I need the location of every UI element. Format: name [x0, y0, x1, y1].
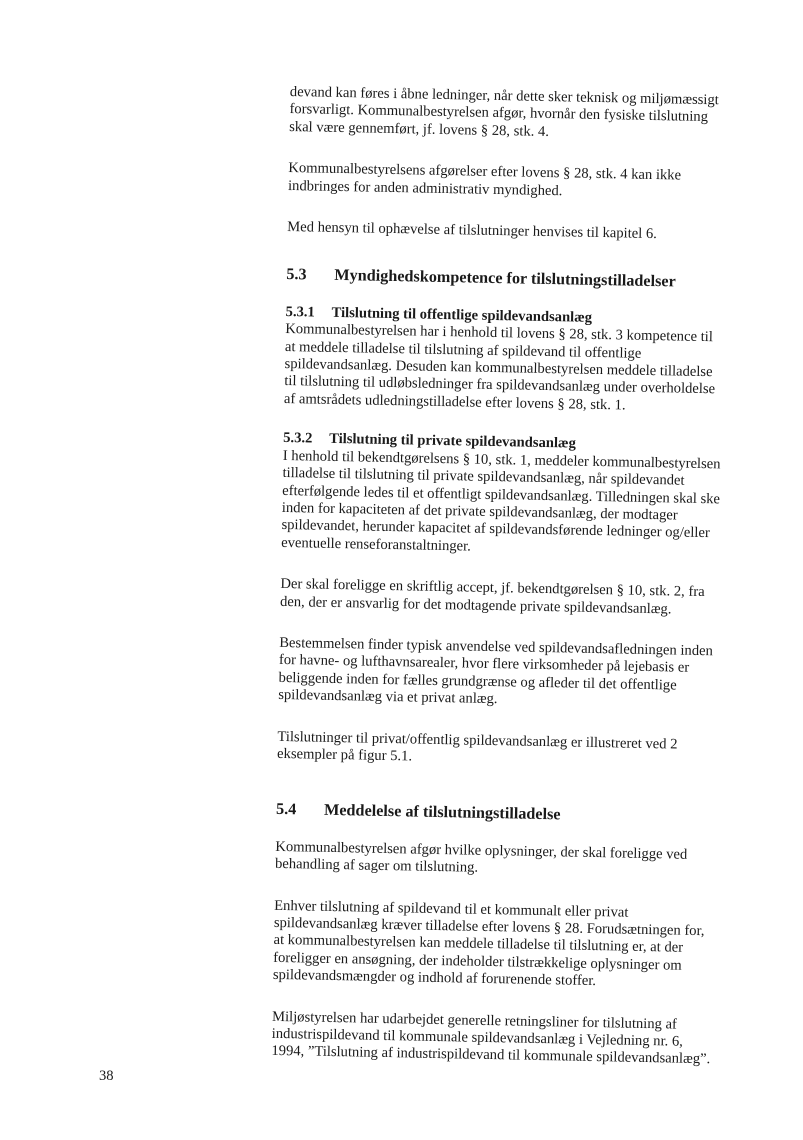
subsection-5-3-2	[277, 430, 723, 771]
subsection-text: Kommunalbestyrelsen har i henhold til lovens § 28, stk. 3 kompetence til at meddele tilladelse til tilslutning af spildevand til offentlige spildevandsanlæg. Desuden kan kommunalbestyrelsen meddele tilladelse til tilslutning til udløbsledninger fra spildevandsanlæg under overholdelse af amtsrådets udledningstilladelse efter lovens § 28, stk. 1.	[283, 321, 716, 414]
paragraph-required-info: Kommunalbestyrelsen afgør hvilke oplysninger, der skal foreligge ved behandling af sager om tilslutning.	[274, 838, 688, 876]
paragraph-permit-requirement: Enhver tilslutning af spildevand til et kommunalt eller privat spildevandsanlæg kræver tilladelse efter lovens § 28. Forudsætningen for, at kommunalbestyrelsen kan meddele tilladelse til tilslutning er, at der foreligger en ansøgning, der indeholder tilstrækkelige oplysninger om spildevandsmængder og indhold af forurenende stoffer.	[272, 897, 705, 990]
subsection-title: Tilslutning til private spildevandsanlæg	[329, 431, 576, 452]
section-number: 5.3	[286, 265, 307, 284]
subsection-5-3-1	[284, 304, 726, 417]
paragraph-repeal-reference: Med hensyn til ophævelse af tilslutninger henvises til kapitel 6.	[287, 219, 657, 243]
section-title: Meddelelse af tilslutningstilladelse	[323, 801, 561, 824]
subsection-title: Tilslutning til offentlige spildevandsanlæg	[331, 304, 593, 326]
page-content	[271, 84, 730, 1093]
paragraph-private-connection: I henhold til bekendtgørelsens § 10, stk. 1, meddeler kommunalbestyrelsen tilladelse til tilslutning til private spildevandsanlæg, når spildevandet efterfølgende ledes til et offentligt spildevandsanlæg. Tilledningen skal ske inden for kapaciteten af det private spildevandsanlæg, der modtager spildevandet, herunder kapacitet af spildevandsførende ledninger og/eller eventuelle renseforanstaltninger.	[281, 447, 721, 555]
paragraph-harbour-application: Bestemmelsen finder typisk anvendelse ved spildevandsafledningen inden for havne- og lufthavnsarealer, hvor flere virksomheder på lejebasis er beliggende inden for fælles grundgrænse og afleder til det offentlige spildevandsanlæg via et privat anlæg.	[278, 634, 713, 708]
paragraph-figure-reference: Tilslutninger til privat/offentlig spildevandsanlæg er illustreret ved 2 eksempler på figur 5.1.	[276, 728, 678, 765]
paragraph-written-accept: Der skal foreligge en skriftlig accept, jf. bekendtgørelsen § 10, stk. 2, fra den, der er ansvarlig for det modtagende private spildevandsanlæg.	[279, 576, 705, 617]
section-heading-5-4	[276, 801, 716, 827]
paragraph-continued: devand kan føres i åbne ledninger, når dette sker teknisk og miljømæssigt forsvarligt. Kommunalbestyrelsen afgør, hvornår den fysiske tilslutning skal være gennemført, jf. lovens § 28, stk. 4.	[289, 84, 719, 140]
subsection-number: 5.3.1	[285, 303, 315, 321]
section-number: 5.4	[275, 800, 297, 819]
section-title: Myndighedskompetence for tilslutningstilladelser	[334, 266, 676, 291]
subsection-number: 5.3.2	[283, 430, 313, 447]
section-heading-5-3	[286, 266, 726, 292]
page-number: 38	[99, 1068, 114, 1084]
paragraph-appeal: Kommunalbestyrelsens afgørelser efter lovens § 28, stk. 4 kan ikke indbringes for anden administrativ myndighed.	[287, 160, 682, 199]
paragraph-guidelines: Miljøstyrelsen har udarbejdet generelle retningsliner for tilslutning af industrispildevand til kommunale spildevandsanlæg i Vejledning nr. 6, 1994, ”Tilslutning af industrispildevand til kommunale spildevandsanlæg”.	[271, 1008, 711, 1068]
